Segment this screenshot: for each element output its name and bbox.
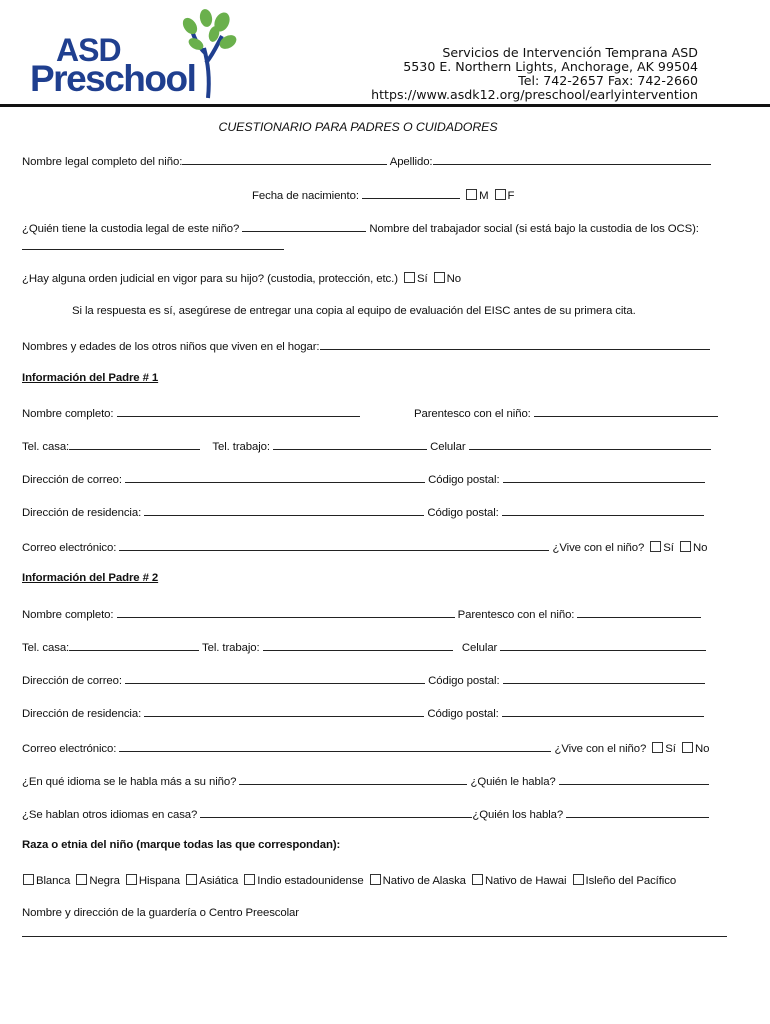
parent2-residence-row [22, 705, 704, 720]
parent2-cell-field[interactable] [500, 639, 706, 651]
parent2-lives-yes-checkbox[interactable] [652, 742, 663, 753]
parent1-name-field[interactable] [117, 405, 360, 417]
parent1-name-row [22, 405, 360, 420]
parent1-email-row [22, 539, 707, 554]
parent1-lives-label: ¿Vive con el niño? [552, 542, 645, 554]
court-yes-checkbox[interactable] [404, 272, 415, 283]
ethnicity-white-checkbox[interactable] [23, 874, 34, 885]
dob-label: Fecha de nacimiento: [252, 190, 359, 202]
ethnicity-pacific-islander-label: Isleño del Pacífico [585, 875, 677, 887]
dob-row [252, 187, 514, 202]
parent2-zip2-label: Código postal: [427, 708, 499, 720]
parent1-heading: Información del Padre # 1 [22, 372, 159, 384]
parent1-relationship-row [414, 405, 718, 420]
ethnicity-american-indian-label: Indio estadounidense [257, 875, 364, 887]
custody-label: ¿Quién tiene la custodia legal de este niño? [22, 223, 240, 235]
parent2-relationship-label: Parentesco con el niño: [457, 609, 575, 621]
parent2-name-field[interactable] [117, 606, 455, 618]
dob-field[interactable] [362, 187, 460, 199]
parent1-mail-field[interactable] [125, 471, 425, 483]
parent1-work-phone-field[interactable] [273, 438, 427, 450]
parent1-residence-row [22, 504, 704, 519]
court-note: Si la respuesta es sí, asegúrese de entregar una copia al equipo de evaluación del EISC antes de su primera cita. [72, 305, 636, 317]
daycare-label: Nombre y dirección de la guardería o Centro Preescolar [22, 907, 299, 919]
ethnicity-alaska-native-checkbox[interactable] [370, 874, 381, 885]
parent1-zip2-field[interactable] [502, 504, 704, 516]
female-checkbox[interactable] [495, 189, 506, 200]
ethnicity-white-label: Blanca [36, 875, 71, 887]
parent2-home-phone-field[interactable] [69, 639, 199, 651]
child-name-label: Nombre legal completo del niño: [22, 156, 183, 168]
parent1-lives-no-checkbox[interactable] [680, 541, 691, 552]
daycare-field[interactable] [22, 925, 727, 937]
parent1-residence-field[interactable] [144, 504, 424, 516]
org-address: 5530 E. Northern Lights, Anchorage, AK 99504 [403, 59, 698, 74]
male-checkbox[interactable] [466, 189, 477, 200]
other-children-row [22, 338, 710, 353]
parent1-home-phone-field[interactable] [69, 438, 200, 450]
parent1-relationship-field[interactable] [534, 405, 718, 417]
parent2-mail-row [22, 672, 705, 687]
court-order-label: ¿Hay alguna orden judicial en vigor para su hijo? (custodia, protección, etc.) [22, 273, 398, 285]
parent2-residence-field[interactable] [144, 705, 424, 717]
court-no-checkbox[interactable] [434, 272, 445, 283]
org-url[interactable]: https://www.asdk12.org/preschool/earlyintervention [371, 87, 698, 102]
parent1-mail-label: Dirección de correo: [22, 474, 122, 486]
ethnicity-black-checkbox[interactable] [76, 874, 87, 885]
other-languages-label: ¿Se hablan otros idiomas en casa? [22, 809, 198, 821]
parent1-cell-field[interactable] [469, 438, 711, 450]
parent2-lives-no-label: No [694, 743, 710, 755]
parent2-zip-label: Código postal: [428, 675, 500, 687]
female-label: F [507, 190, 515, 202]
parent2-lives-yes-label: Sí [665, 743, 676, 755]
logo-asd-text: ASD [56, 32, 121, 68]
tree-icon [178, 8, 238, 100]
parent1-zip2-label: Código postal: [427, 507, 499, 519]
parent2-name-label: Nombre completo: [22, 609, 114, 621]
parent2-phone-row [22, 639, 706, 654]
custody-row [22, 220, 699, 235]
ethnicity-asian-label: Asiática [199, 875, 239, 887]
parent1-mail-row [22, 471, 705, 486]
ethnicity-american-indian-checkbox[interactable] [244, 874, 255, 885]
parent2-heading: Información del Padre # 2 [22, 572, 159, 584]
other-children-label: Nombres y edades de los otros niños que viven en el hogar: [22, 341, 320, 353]
other-languages-field[interactable] [200, 806, 472, 818]
main-language-label: ¿En qué idioma se le habla más a su niño? [22, 776, 237, 788]
parent2-work-phone-field[interactable] [263, 639, 453, 651]
parent2-name-row [22, 606, 701, 621]
parent2-zip-field[interactable] [503, 672, 705, 684]
surname-label: Apellido: [389, 156, 433, 168]
custody-field[interactable] [242, 220, 366, 232]
ethnicity-hawaiian-label: Nativo de Hawai [484, 875, 567, 887]
ethnicity-hispanic-label: Hispana [138, 875, 181, 887]
parent1-zip-field[interactable] [503, 471, 705, 483]
ethnicity-pacific-islander-checkbox[interactable] [573, 874, 584, 885]
parent2-residence-label: Dirección de residencia: [22, 708, 142, 720]
parent1-zip-label: Código postal: [428, 474, 500, 486]
parent1-work-phone-label: Tel. trabajo: [212, 441, 270, 453]
parent1-home-phone-label: Tel. casa: [22, 441, 70, 453]
ethnicity-black-label: Negra [89, 875, 120, 887]
court-order-row [22, 272, 461, 285]
ethnicity-hawaiian-checkbox[interactable] [472, 874, 483, 885]
parent1-residence-label: Dirección de residencia: [22, 507, 142, 519]
parent1-email-label: Correo electrónico: [22, 542, 117, 554]
ethnicity-asian-checkbox[interactable] [186, 874, 197, 885]
parent2-relationship-field[interactable] [577, 606, 701, 618]
surname-field[interactable] [433, 153, 711, 165]
child-name-row [22, 153, 711, 168]
male-label: M [479, 190, 489, 202]
parent2-lives-no-checkbox[interactable] [682, 742, 693, 753]
who-speaks-them-field[interactable] [566, 806, 709, 818]
page-title: CUESTIONARIO PARA PADRES O CUIDADORES [218, 120, 498, 134]
parent1-name-label: Nombre completo: [22, 408, 114, 420]
other-children-field[interactable] [320, 338, 710, 350]
court-yes-label: Sí [416, 273, 428, 285]
social-worker-field[interactable] [22, 238, 284, 250]
logo [28, 8, 233, 104]
parent2-email-row [22, 740, 709, 755]
parent2-mail-label: Dirección de correo: [22, 675, 122, 687]
org-phone: Tel: 742-2657 Fax: 742-2660 [518, 73, 698, 88]
parent1-lives-yes-checkbox[interactable] [650, 541, 661, 552]
ethnicity-alaska-native-label: Nativo de Alaska [382, 875, 466, 887]
language-row [22, 773, 709, 788]
parent2-home-phone-label: Tel. casa: [22, 642, 70, 654]
child-name-field[interactable] [182, 153, 387, 165]
parent1-relationship-label: Parentesco con el niño: [414, 408, 531, 420]
parent2-work-phone-label: Tel. trabajo: [201, 642, 260, 654]
header-divider [0, 104, 770, 107]
court-no-label: No [446, 273, 461, 285]
social-worker-label: Nombre del trabajador social (si está bajo la custodia de los OCS): [369, 223, 699, 235]
parent2-cell-label: Celular [461, 642, 498, 654]
parent2-lives-label: ¿Vive con el niño? [554, 743, 647, 755]
org-name: Servicios de Intervención Temprana ASD [442, 45, 698, 60]
who-speaks-them-label: ¿Quién los habla? [472, 809, 564, 821]
parent2-email-label: Correo electrónico: [22, 743, 117, 755]
parent1-lives-yes-label: Sí [663, 542, 674, 554]
parent1-lives-no-label: No [692, 542, 708, 554]
parent1-email-field[interactable] [119, 539, 549, 551]
ethnicity-heading: Raza o etnia del niño (marque todas las que correspondan): [22, 839, 341, 851]
parent2-email-field[interactable] [119, 740, 551, 752]
parent2-mail-field[interactable] [125, 672, 425, 684]
logo-preschool-text: Preschool [30, 58, 196, 99]
ethnicity-options [20, 874, 676, 887]
main-language-field[interactable] [239, 773, 467, 785]
who-speaks-field[interactable] [559, 773, 709, 785]
parent1-phone-row [22, 438, 711, 453]
parent2-zip2-field[interactable] [502, 705, 704, 717]
ethnicity-hispanic-checkbox[interactable] [126, 874, 137, 885]
other-languages-row [22, 806, 709, 821]
who-speaks-label: ¿Quién le habla? [470, 776, 556, 788]
parent1-cell-label: Celular [430, 441, 466, 453]
